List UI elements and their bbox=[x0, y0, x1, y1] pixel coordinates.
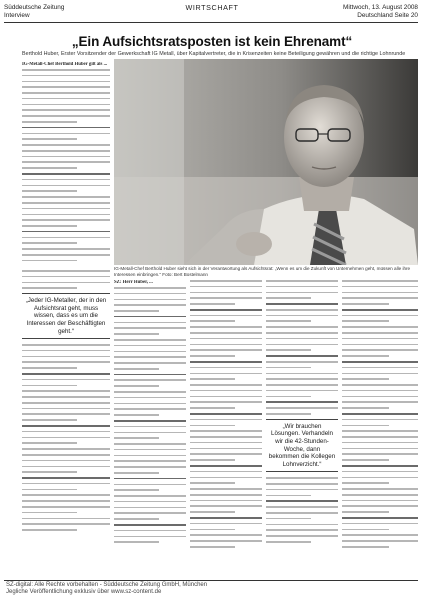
column-5-text-lines bbox=[342, 280, 418, 548]
intro-text: IG-Metall-Chef Berthold Huber gilt als ... bbox=[22, 62, 108, 67]
pull-quote-2: „Wir brauchen Lösungen. Verhandeln wir die 42-Stunden-Woche, dann bekommen die Kollegen Lohnverzicht.“ bbox=[266, 419, 338, 473]
article-column-3 bbox=[190, 280, 262, 572]
column-2-text-lines bbox=[114, 287, 186, 543]
article-headline: „Ein Aufsichtsratsposten ist kein Ehrenamt“ bbox=[71, 34, 353, 49]
intro-column bbox=[22, 62, 110, 262]
copyright-line: SZ-digital: Alle Rechte vorbehalten - Süddeutsche Zeitung GmbH, München bbox=[6, 582, 208, 588]
column-4-text-lines bbox=[266, 280, 338, 415]
article-column-4 bbox=[266, 280, 338, 572]
portrait-image bbox=[114, 59, 418, 265]
intro-text-lines bbox=[22, 69, 110, 261]
article-column-2 bbox=[114, 280, 186, 572]
section-title: WIRTSCHAFT bbox=[185, 3, 239, 12]
question-1: SZ: Herr Huber, ... bbox=[114, 280, 153, 285]
page-footer bbox=[6, 582, 418, 596]
issue-date: Mittwoch, 13. August 2008 bbox=[343, 4, 418, 11]
publication-name: Süddeutsche Zeitung bbox=[4, 4, 65, 11]
pull-quote-1: „Jeder IG-Metaller, der in den Aufsichtsrat geht, muss wissen, dass es um die Interessen der Beschäftigten geht.“ bbox=[22, 293, 110, 339]
article-column-5 bbox=[342, 280, 418, 572]
licensing-line: Jegliche Veröffentlichung exklusiv über www.sz-content.de bbox=[6, 589, 162, 596]
page-number: Deutschland Seite 20 bbox=[357, 12, 418, 19]
footer-rule bbox=[4, 580, 418, 581]
column-1-text-lines bbox=[22, 270, 110, 289]
section-type: Interview bbox=[4, 12, 30, 19]
photo-caption: IG-Metall-Chef Berthold Huber sieht sich in der Verantwortung als Aufsichtsrat: „Wenn es um die Zukunft von Unternehmen geht, müssen alle ihre Interessen einbringen.“ Foto: Bert Bostelmann bbox=[114, 266, 411, 277]
article-column-1 bbox=[22, 270, 110, 570]
column-1-text-lines-2 bbox=[22, 344, 110, 531]
article-teaser: Berthold Huber, Erster Vorsitzender der Gewerkschaft IG Metall, über Kapitalvertreter, die in Krisenzeiten keine Beteiligung gewähren und die richtige Lohnrunde bbox=[22, 51, 406, 57]
portrait-photo bbox=[114, 59, 418, 265]
column-3-text-lines bbox=[190, 280, 262, 548]
header-rule bbox=[4, 22, 418, 23]
column-4-text-lines-2 bbox=[266, 477, 338, 542]
masthead-right bbox=[343, 4, 418, 20]
